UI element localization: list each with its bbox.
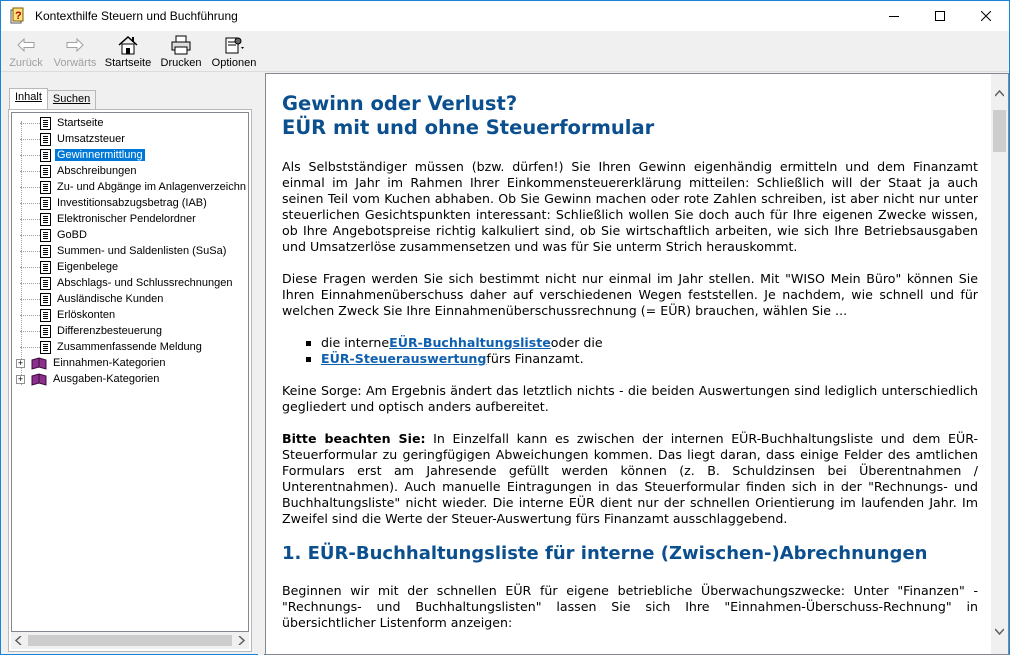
- minimize-button[interactable]: [871, 1, 917, 31]
- tab-search-label: Suchen: [52, 93, 91, 105]
- expand-icon[interactable]: +: [17, 357, 24, 368]
- options-label: Optionen: [211, 57, 257, 69]
- close-icon: [981, 11, 991, 21]
- arrow-right-icon: [63, 34, 87, 56]
- book-icon: [31, 373, 47, 386]
- print-button[interactable]: [159, 32, 203, 70]
- tree-item-label: Eigenbelege: [57, 261, 119, 273]
- section-paragraph: Beginnen wir mit der schnellen EÜR für eigene betriebliche Überwachungszwecke: Unter "Finanzen" - "Rechnungs- und Buchhaltungslisten" lassen Sie sich Ihre "Einnahmen-Überschuss-Rechnung" in übersichtlicher Listenform anzeigen:: [282, 583, 978, 630]
- second-paragraph: Diese Fragen werden Sie sich bestimmt nicht nur einmal im Jahr stellen. Mit "WISO Mein Büro" können Sie Ihren Einnahmenüberschuss daher auf verschiedenen Wegen feststellen. Je nachdem, wie schnell und für welchen Zweck Sie Ihre Einnahmenüberschussrechnung (= EÜR) brauchen, wählen Sie ...: [282, 271, 978, 318]
- home-icon: [116, 34, 140, 56]
- tree-connector: [20, 123, 40, 124]
- toolbar: [1, 32, 1009, 72]
- tree-item-label: Gewinnermittlung: [57, 149, 143, 161]
- forward-button[interactable]: [53, 32, 97, 70]
- back-button[interactable]: [7, 32, 45, 70]
- book-icon: [31, 357, 47, 370]
- note-text: In Einzelfall kann es zwischen der internen EÜR-Buchhaltungsliste und dem EÜR-Steuerformular zu geringfügigen Abweichungen kommen. Das liegt daran, dass einige Felder des amtlichen Formulars erst am Jahresende gefüllt werden können (z. B. Schuldzinsen bei Überentnahmen / Unterentnahmen). Auch manuelle Eintragungen in das Steuerformular finden sich in der "Rechnungs- und Buchhaltungsliste" nicht wieder. Die interne EÜR dient nur der schnellen Orientierung im laufenden Jahr. Im Zweifel sind die Werte der Steuer-Auswertung fürs Finanzamt ausschlaggebend.: [282, 431, 979, 526]
- scroll-down-icon[interactable]: [995, 628, 1004, 635]
- intro-paragraph: Als Selbstständiger müssen (bzw. dürfen!) Sie Ihren Gewinn eigenhändig ermitteln und dem Finanzamt einmal im Jahr im Rahmen Ihrer Einkommensteuererklärung mitteilen: Schließlich will der Staat ja auch seinen Teil vom Kuchen abhaben. Ob Sie Gewinn machen oder rote Zahlen schreiben, ist aber nicht nur unter steuerlichen Gesichtspunkten interessant: Schließlich wollen Sie doch auch für Ihre eigenen Zwecke wissen, ob Ihre Angebotspreise richtig kalkuliert sind, ob Sie wirtschaftlich arbeiten, wie sich Ihre Betriebsausgaben und Umsatzerlöse zusammensetzen und was für Sie unterm Strich herauskommt.: [282, 159, 978, 254]
- page-icon: [40, 293, 51, 306]
- page-icon: [40, 309, 51, 322]
- list-item: [306, 335, 978, 351]
- maximize-button[interactable]: [917, 1, 963, 31]
- tree-connector: [20, 139, 40, 140]
- page-icon: [40, 261, 51, 274]
- page-icon: [40, 181, 51, 194]
- tree-connector: [20, 219, 40, 220]
- tree-connector: [20, 299, 40, 300]
- tree-item-eigenbelege[interactable]: [12, 259, 120, 275]
- forward-label: Vorwärts: [53, 57, 97, 69]
- tree-item-label: Ausländische Kunden: [57, 293, 164, 305]
- tree-item-label: Elektronischer Pendelordner: [57, 213, 196, 225]
- contents-tree[interactable]: [11, 112, 249, 632]
- tree-item-label: Abschreibungen: [57, 165, 137, 177]
- page-title-line2: EÜR mit und ohne Steuerformular: [282, 116, 655, 139]
- tree-item-label: Zusammenfassende Meldung: [57, 341, 202, 353]
- tree-item-label: Summen- und Saldenlisten (SuSa): [57, 245, 227, 257]
- tree-item-erloeskonten[interactable]: [12, 307, 117, 323]
- tree-item-label: GoBD: [57, 229, 87, 241]
- link-euer-steuerauswertung[interactable]: EÜR-Steuerauswertung: [321, 351, 487, 366]
- tree-connector: [20, 331, 40, 332]
- tree-item-label: Abschlags- und Schlussrechnungen: [57, 277, 233, 289]
- tree-item-anlagenverzeichnis[interactable]: [12, 179, 248, 195]
- tree-connector: [20, 155, 40, 156]
- tree-item-label: Investitionsabzugsbetrag (IAB): [57, 197, 207, 209]
- print-label: Drucken: [160, 57, 202, 69]
- tree-item-abschlagsrechnungen[interactable]: [12, 275, 235, 291]
- maximize-icon: [935, 11, 945, 21]
- tree-connector: [20, 251, 40, 252]
- option-list: [282, 335, 978, 367]
- tree-item-ausgaben-kategorien[interactable]: [12, 371, 161, 387]
- tree-item-gewinnermittlung[interactable]: [12, 147, 145, 163]
- home-label: Startseite: [104, 57, 152, 69]
- page-icon: [40, 245, 51, 258]
- svg-text:?: ?: [15, 10, 22, 22]
- content-pane: [265, 73, 1009, 655]
- options-button[interactable]: [211, 32, 257, 70]
- home-button[interactable]: [105, 32, 151, 70]
- list-item: [306, 351, 978, 367]
- tree-item-zusammenfassende-meldung[interactable]: [12, 339, 204, 355]
- tree-connector: [20, 347, 40, 348]
- expand-icon[interactable]: +: [17, 373, 24, 384]
- tree-item-label: Differenzbesteuerung: [57, 325, 162, 337]
- title-bar[interactable]: [1, 1, 1009, 31]
- tree-item-differenzbesteuerung[interactable]: [12, 323, 164, 339]
- tree-item-label: Umsatzsteuer: [57, 133, 125, 145]
- bullet-icon: [306, 357, 311, 362]
- tree-item-label: Erlöskonten: [57, 309, 116, 321]
- scrollbar-thumb[interactable]: [28, 635, 232, 646]
- page-title-line1: Gewinn oder Verlust?: [282, 92, 518, 115]
- content-viewport: [272, 75, 986, 653]
- tab-search[interactable]: [47, 90, 96, 109]
- tree-connector: [20, 235, 40, 236]
- link-euer-buchhaltungsliste[interactable]: EÜR-Buchhaltungsliste: [389, 335, 551, 350]
- tree-connector: [20, 283, 40, 284]
- close-button[interactable]: [963, 1, 1009, 31]
- page-icon: [40, 197, 51, 210]
- arrow-left-icon: [14, 34, 38, 56]
- contents-panel: [8, 109, 252, 652]
- tab-contents[interactable]: [9, 88, 48, 109]
- tree-connector: [20, 267, 40, 268]
- section-heading: 1. EÜR-Buchhaltungsliste für interne (Zwischen-)Abrechnungen: [282, 543, 928, 564]
- bullet-icon: [306, 341, 311, 346]
- scroll-left-icon[interactable]: [15, 636, 23, 645]
- tree-item-label: Ausgaben-Kategorien: [53, 373, 160, 385]
- page-icon: [40, 213, 51, 226]
- tree-connector: [20, 171, 40, 172]
- list-item-suffix: oder die: [550, 335, 603, 350]
- tree-item-iab[interactable]: [12, 195, 209, 211]
- list-item-prefix: die interne: [321, 335, 390, 350]
- tree-item-startseite[interactable]: [12, 115, 105, 131]
- navigation-tabs: [9, 88, 95, 109]
- page-icon: [40, 325, 51, 338]
- tree-item-einnahmen-kategorien[interactable]: [12, 355, 168, 371]
- tree-item-umsatzsteuer[interactable]: [12, 131, 127, 147]
- tree-connector: [20, 203, 40, 204]
- tree-item-auslaendische-kunden[interactable]: [12, 291, 165, 307]
- page-icon: [40, 133, 51, 146]
- third-paragraph: Keine Sorge: Am Ergebnis ändert das letztlich nichts - die beiden Auswertungen sind lediglich unterschiedlich gegliedert und optisch anders aufbereitet.: [282, 383, 978, 414]
- tab-contents-label: Inhalt: [15, 91, 42, 103]
- page-icon: [40, 277, 51, 290]
- page-icon: [40, 117, 51, 130]
- help-app-icon: [9, 7, 27, 25]
- minimize-icon: [889, 11, 899, 21]
- options-icon: [222, 34, 246, 56]
- content-vertical-scrollbar[interactable]: [991, 74, 1008, 654]
- help-article: [272, 75, 986, 631]
- tree-horizontal-scrollbar[interactable]: [11, 632, 249, 649]
- back-label: Zurück: [9, 57, 43, 69]
- tree-item-gobd[interactable]: [12, 227, 89, 243]
- page-icon: [40, 229, 51, 242]
- tree-connector: [20, 187, 40, 188]
- page-icon: [40, 165, 51, 178]
- navigation-pane: [2, 73, 257, 655]
- page-title: [282, 92, 978, 140]
- tree-item-abschreibungen[interactable]: [12, 163, 139, 179]
- tree-connector: [20, 315, 40, 316]
- tree-item-susa[interactable]: [12, 243, 228, 259]
- note-paragraph: [282, 431, 978, 527]
- scrollbar-thumb[interactable]: [993, 110, 1006, 152]
- printer-icon: [169, 34, 193, 56]
- window-title: Kontexthilfe Steuern und Buchführung: [35, 9, 238, 23]
- list-item-suffix: fürs Finanzamt.: [486, 351, 584, 366]
- tree-item-label: Startseite: [57, 117, 104, 129]
- scroll-right-icon[interactable]: [237, 636, 245, 645]
- tree-item-label: Einnahmen-Kategorien: [53, 357, 166, 369]
- tree-item-label: Zu- und Abgänge im Anlagenverzeichn: [57, 181, 246, 193]
- page-icon: [40, 341, 51, 354]
- note-label: Bitte beachten Sie:: [282, 431, 426, 446]
- tree-item-pendelordner[interactable]: [12, 211, 198, 227]
- pane-splitter[interactable]: [258, 73, 264, 655]
- scroll-up-icon[interactable]: [995, 90, 1004, 97]
- page-icon: [40, 149, 51, 162]
